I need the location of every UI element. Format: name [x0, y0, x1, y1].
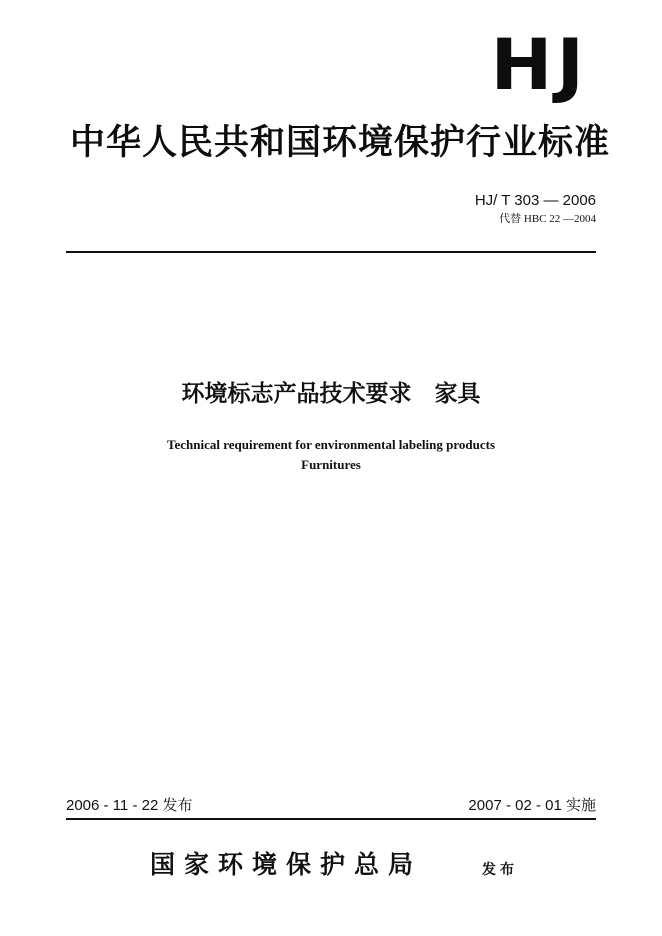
bottom-divider: [66, 818, 596, 820]
issued-label: 发布: [482, 862, 518, 878]
issue-date: 2006 - 11 - 22 发布: [66, 797, 193, 814]
standard-number: HJ/ T 303 — 2006: [474, 192, 596, 209]
top-divider: [66, 251, 596, 253]
document-title-english-line1: Technical requirement for environmental labeling products: [166, 437, 496, 452]
implementation-date: 2007 - 02 - 01 实施: [468, 797, 596, 814]
hj-logo: HJ: [490, 24, 588, 107]
document-title-english-line2: Furnitures: [301, 457, 361, 472]
issuing-authority: 国家环境保护总局: [150, 850, 423, 879]
replaces-standard: 代替 HBC 22 —2004: [499, 213, 596, 225]
document-title-chinese: 环境标志产品技术要求 家具: [181, 381, 481, 407]
standard-category-title: 中华人民共和国环境保护行业标准: [70, 122, 611, 163]
